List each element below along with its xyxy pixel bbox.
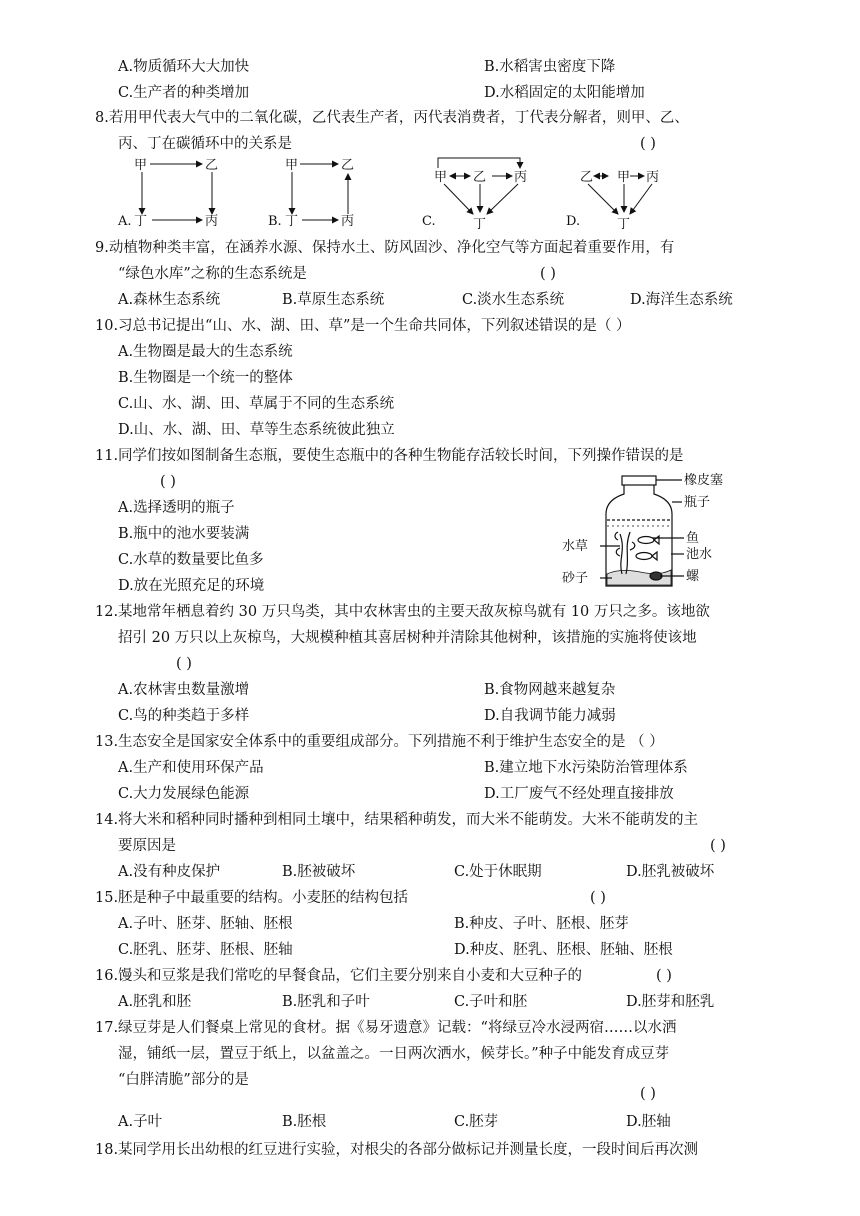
q10-option-d: D.山、水、湖、田、草等生态系统彼此独立 [118, 422, 395, 438]
q11-option-a: A.选择透明的瓶子 [118, 500, 235, 516]
q9-option-a: A.森林生态系统 [118, 292, 221, 308]
q8-b-yi: 乙 [341, 158, 355, 173]
q8-a-ding: 丁 [134, 214, 148, 229]
q17-stem-line3: “白胖清脆”部分的是 [118, 1072, 249, 1088]
q15-answer-paren: ( ) [590, 890, 606, 906]
q8-c-ding: 丁 [473, 217, 487, 232]
q12-option-d: D.自我调节能力减弱 [484, 708, 616, 724]
q17-option-a: A.子叶 [118, 1114, 163, 1130]
q15-option-c: C.胚乳、胚芽、胚根、胚轴 [118, 942, 293, 958]
q9-option-d: D.海洋生态系统 [630, 292, 733, 308]
q8-a-jia: 甲 [134, 158, 148, 173]
q8-d-yi: 乙 [580, 170, 594, 185]
q11-label-snail: 螺 [686, 569, 700, 584]
q8-b-label: B. [268, 214, 282, 229]
q7-option-d: D.水稻固定的太阳能增加 [484, 85, 645, 101]
q13-option-d: D.工厂废气不经处理直接排放 [484, 786, 674, 802]
q8-c-label: C. [422, 214, 436, 229]
q15-stem-line1: 15.胚是种子中最重要的结构。小麦胚的结构包括 [95, 890, 409, 906]
q17-stem-line2: 湿，铺纸一层，置豆于纸上，以盆盖之。一日两次洒水，候芽长。”种子中能发育成豆芽 [118, 1046, 670, 1062]
q8-carbon-cycle-diagrams [110, 152, 690, 234]
q10-option-a: A.生物圈是最大的生态系统 [118, 344, 293, 360]
q8-c-yi: 乙 [473, 170, 487, 185]
q8-d-jia: 甲 [617, 170, 631, 185]
q17-answer-paren: ( ) [640, 1086, 656, 1102]
q11-label-fish: 鱼 [686, 531, 700, 546]
q11-option-b: B.瓶中的池水要装满 [118, 526, 250, 542]
q11-label-bottle: 瓶子 [684, 495, 711, 510]
q8-b-bing: 丙 [341, 214, 355, 229]
q9-option-b: B.草原生态系统 [282, 292, 385, 308]
q11-label-rubber-stopper: 橡皮塞 [684, 473, 724, 488]
q8-b-jia: 甲 [285, 158, 299, 173]
q16-answer-paren: ( ) [656, 968, 672, 984]
q14-answer-paren: ( ) [710, 838, 726, 854]
q16-stem-line1: 16.馒头和豆浆是我们常吃的早餐食品，它们主要分别来自小麦和大豆种子的 [95, 968, 583, 984]
q7-option-b: B.水稻害虫密度下降 [484, 59, 616, 75]
q17-stem-line1: 17.绿豆芽是人们餐桌上常见的食材。据《易牙遗意》记载：“将绿豆冷水浸两宿……以水洒 [95, 1020, 677, 1036]
q8-stem-line1: 8.若用甲代表大气中的二氧化碳，乙代表生产者，丙代表消费者，丁代表分解者，则甲、乙、 [95, 110, 689, 126]
q15-option-a: A.子叶、胚芽、胚轴、胚根 [118, 916, 293, 932]
q9-stem-line2: “绿色水库”之称的生态系统是 [118, 266, 307, 282]
q8-d-ding: 丁 [617, 217, 631, 232]
q14-stem-line1: 14.将大米和稻种同时播种到相同土壤中，结果稻种萌发，而大米不能萌发。大米不能萌发的主 [95, 812, 699, 828]
q11-answer-paren: ( ) [160, 474, 176, 490]
q14-option-a: A.没有种皮保护 [118, 864, 221, 880]
q8-c-bing: 丙 [514, 170, 528, 185]
q16-option-b: B.胚乳和子叶 [282, 994, 370, 1010]
q9-stem-line1: 9.动植物种类丰富，在涵养水源、保持水土、防风固沙、净化空气等方面起着重要作用，有 [95, 240, 675, 256]
q8-stem-line2: 丙、丁在碳循环中的关系是 [118, 136, 292, 152]
q17-option-d: D.胚轴 [626, 1114, 671, 1130]
q7-option-a: A.物质循环大大加快 [118, 59, 250, 75]
q11-label-water-grass: 水草 [562, 539, 589, 554]
q11-option-c: C.水草的数量要比鱼多 [118, 552, 264, 568]
q14-option-c: C.处于休眠期 [454, 864, 542, 880]
q9-option-c: C.淡水生态系统 [462, 292, 565, 308]
q11-label-pond-water: 池水 [686, 547, 713, 562]
q15-option-d: D.种皮、胚乳、胚根、胚轴、胚根 [454, 942, 673, 958]
q12-stem-line1: 12.某地常年栖息着约 30 万只鸟类，其中农林害虫的主要天敌灰椋鸟就有 10 万只之多。该地欲 [95, 604, 710, 620]
q7-option-c: C.生产者的种类增加 [118, 85, 250, 101]
q11-stem-line1: 11.同学们按如图制备生态瓶，要使生态瓶中的各种生物能存活较长时间，下列操作错误的是 [95, 448, 684, 464]
q13-option-c: C.大力发展绿色能源 [118, 786, 250, 802]
q16-option-c: C.子叶和胚 [454, 994, 528, 1010]
q8-c-jia: 甲 [434, 170, 448, 185]
q8-answer-paren: ( ) [640, 136, 656, 152]
q8-a-yi: 乙 [205, 158, 219, 173]
q13-option-a: A.生产和使用环保产品 [118, 760, 264, 776]
q12-option-a: A.农林害虫数量激增 [118, 682, 250, 698]
q12-option-c: C.鸟的种类趋于多样 [118, 708, 250, 724]
q8-a-bing: 丙 [205, 214, 219, 229]
q8-d-label: D. [566, 214, 581, 229]
q13-stem-line1: 13.生态安全是国家安全体系中的重要组成部分。下列措施不利于维护生态安全的是 （ ） [95, 734, 664, 750]
q13-option-b: B.建立地下水污染防治管理体系 [484, 760, 688, 776]
q12-answer-paren: ( ) [176, 656, 192, 672]
q9-answer-paren: ( ) [540, 266, 556, 282]
q15-option-b: B.种皮、子叶、胚根、胚芽 [454, 916, 629, 932]
q16-option-d: D.胚芽和胚乳 [626, 994, 715, 1010]
q11-option-d: D.放在光照充足的环境 [118, 578, 265, 594]
q16-option-a: A.胚乳和胚 [118, 994, 192, 1010]
q17-option-c: C.胚芽 [454, 1114, 499, 1130]
q14-option-b: B.胚被破坏 [282, 864, 356, 880]
q17-option-b: B.胚根 [282, 1114, 327, 1130]
q12-stem-line2: 招引 20 万只以上灰椋鸟，大规模种植其喜居树种并清除其他树种，该措施的实施将使该地 [118, 630, 697, 646]
q14-stem-line2: 要原因是 [118, 838, 176, 854]
q8-b-ding: 丁 [285, 214, 299, 229]
q8-d-bing: 丙 [646, 170, 660, 185]
q10-option-b: B.生物圈是一个统一的整体 [118, 370, 293, 386]
q11-eco-bottle-figure [560, 470, 740, 592]
q10-option-c: C.山、水、湖、田、草属于不同的生态系统 [118, 396, 395, 412]
q14-option-d: D.胚乳被破坏 [626, 864, 715, 880]
q12-option-b: B.食物网越来越复杂 [484, 682, 616, 698]
q11-label-sand: 砂子 [562, 571, 589, 586]
q8-a-label: A. [118, 214, 132, 229]
q18-stem-line1: 18.某同学用长出幼根的红豆进行实验，对根尖的各部分做标记并测量长度，一段时间后再次测 [95, 1142, 699, 1158]
q10-stem-line1: 10.习总书记提出“山、水、湖、田、草”是一个生命共同体，下列叙述错误的是（ ） [95, 318, 631, 334]
